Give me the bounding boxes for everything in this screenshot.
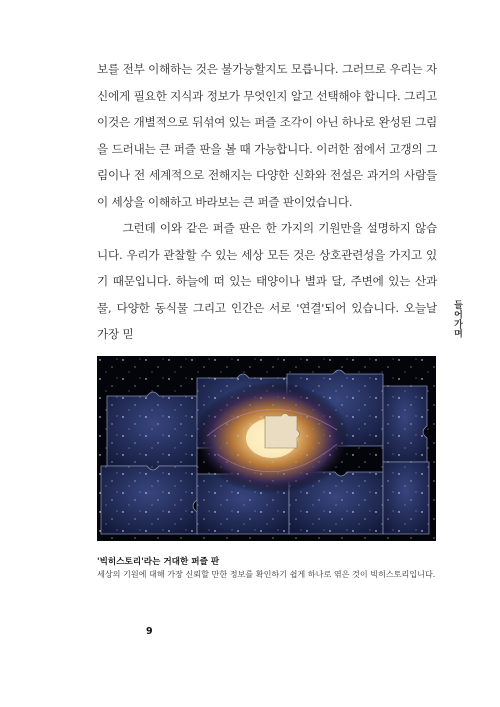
body-text — [97, 56, 437, 348]
galaxy-puzzle-image — [97, 356, 436, 541]
paragraph-2: 그런데 이와 같은 퍼즐 판은 한 가지의 기원만을 설명하지 않습니다. 우리가 관찰할 수 있는 세상 모든 것은 상호관련성을 가지고 있기 때문입니다. 하늘에 떠 있는 태양이나 별과 달, 주변에 있는 산과 물, 다양한 동식물 그리고 인간은 서로 '연결'되어 있습니다. 오늘날 가장 믿 — [97, 221, 437, 341]
caption-title: '빅히스토리'라는 거대한 퍼즐 판 — [97, 557, 220, 567]
galaxy-puzzle-figure — [97, 356, 436, 541]
page-number: 9 — [146, 626, 153, 637]
chapter-side-tab: 들어가며 — [452, 300, 462, 338]
paragraph-1: 보를 전부 이해하는 것은 불가능할지도 모릅니다. 그러므로 우리는 자신에게 필요한 지식과 정보가 무엇인지 알고 선택해야 합니다. 그리고 이것은 개별적으로 뒤섞여 있는 퍼즐 조각이 아닌 하나로 완성된 그림을 드러내는 큰 퍼즐 판을 볼 때 가능합니다. 이러한 점에서 고갱의 그림이나 전 세계적으로 전해지는 다양한 신화와 전설은 과거의 사람들이 세상을 이해하고 바라보는 큰 퍼즐 판이었습니다. — [97, 62, 437, 209]
caption-text: 세상의 기원에 대해 가장 신뢰할 만한 정보를 확인하기 쉽게 하나로 엮은 것이 빅히스토리입니다. — [97, 569, 436, 579]
